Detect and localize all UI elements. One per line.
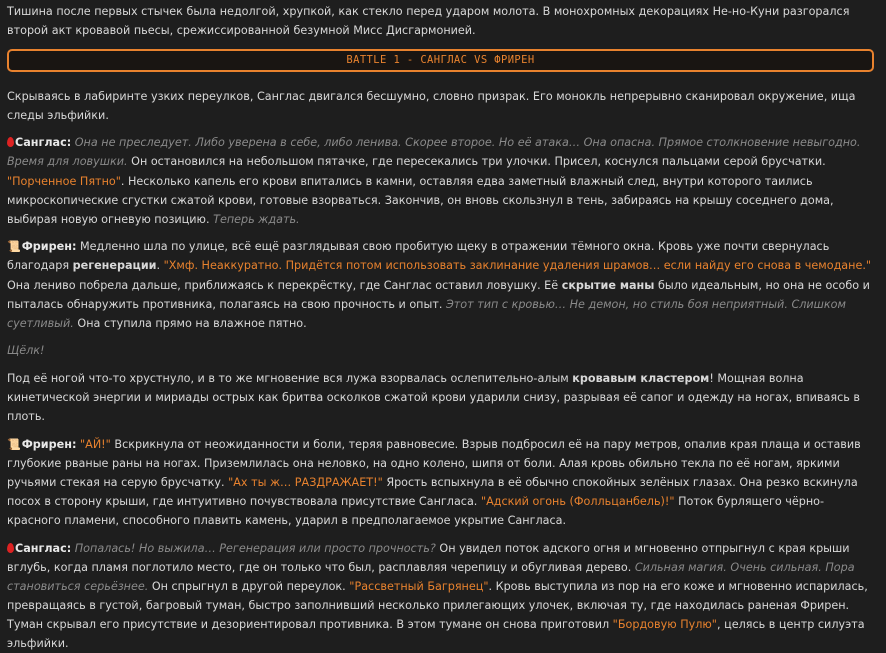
speech: "Ах ты ж… РАЗДРАЖАЕТ!" bbox=[228, 475, 383, 489]
speech: "АЙ!" bbox=[80, 437, 111, 451]
thought: Попалась! Но выжила… Регенерация или просто прочность? bbox=[74, 541, 436, 555]
speech: "Хмф. Неаккуратно. Придётся потом использовать заклинание удаления шрамов… если найду его снова в чемодане." bbox=[163, 259, 872, 273]
narration: Поток бурлящего чёрно-красного пламени, способного плавить камень, ударил в предполагаемое укрытие Сангласа. bbox=[7, 494, 825, 528]
spell-name: "Рассветный Багрянец" bbox=[349, 579, 489, 593]
intro-paragraph: Тишина после первых стычек была недолгой, хрупкой, как стекло перед ударом молота. В монохромных декорациях Не-но-Куни разгорался второй акт кровавой пьесы, срежиссированной безумной Мисс Дисгармонией. bbox=[7, 5, 850, 38]
paragraph-frieren-1: 📜Фрирен: Медленно шла по улице, всё ещё разглядывая свою пробитую щеку в отражении тёмного окна. Кровь уже почти свернулась благодаря регенерации. "Хмф. Неаккуратно. Придётся потом использовать заклинание удаления шрамов… если найду его снова в чемодане." Она лениво побрела дальше, приближаясь к перекрёстку, где Санглас оставил ловушку. Её скрытие маны было идеальным, но она не особо и пыталась обнаружить противника, полагаясь на свою прочность и опыт. Этот тип с кровью… Не демон, но стиль боя неприятный. Слишком суетливый. Она ступила прямо на влажное пятно. bbox=[7, 237, 874, 332]
narration: , целясь в центр силуэта эльфийки. bbox=[7, 618, 865, 651]
narration: Он остановился на небольшом пятачке, где пересекались три улочки. Присел, коснулся пальцами серой брусчатки. bbox=[131, 155, 826, 169]
spell-name: "Порченное Пятно" bbox=[7, 174, 121, 188]
thought: Этот тип с кровью… Не демон, но стиль боя неприятный. Слишком суетливый. bbox=[7, 297, 846, 330]
narration: . Кровь выступила из пор на его коже и мгновенно испарилась, превращаясь в густой, багровый туман, быстро заполнивший несколько прилегающих улочек, включая ту, где находилась раненая Фрирен. Туман скрывал его присутствие и дезориентировал противника. В этом тумане он снова приготовил bbox=[7, 579, 868, 632]
battle-banner bbox=[7, 49, 874, 72]
paragraph-explosion bbox=[7, 369, 874, 426]
spell-name: "Адский огонь (Фолльцанбель)!" bbox=[480, 494, 675, 508]
thought: Она не преследует. Либо уверена в себе, либо ленива. Скорее второе. Но её атака… Она опасна. Прямое столкновение невыгодно. Время для ловушки. bbox=[7, 136, 861, 169]
speaker-name: Фрирен: bbox=[21, 240, 77, 254]
spell-name: "Бордовую Пулю" bbox=[612, 618, 717, 632]
blood-drop-icon bbox=[7, 543, 14, 553]
narration: Она лениво побрела дальше, приближаясь к перекрёстку, где Санглас оставил ловушку. Её bbox=[7, 278, 559, 292]
narration: Вскрикнула от неожиданности и боли, теряя равновесие. Взрыв подбросил её на пару метров, опалив края плаща и оставив глубокие рваные раны на ногах. Приземлилась она неловко, на одно колено, шипя от боли. Алая кровь обильно текла по её ногам, яркими ручьями стекая на серую брусчатку. bbox=[7, 437, 861, 489]
sound-effect: Щёлк! bbox=[7, 344, 45, 358]
scroll-icon: 📜 bbox=[7, 437, 21, 451]
emphasis: кровавым кластером bbox=[572, 371, 710, 385]
narration: Он спрыгнул в другой переулок. bbox=[151, 579, 346, 593]
speaker-name: Санглас: bbox=[15, 136, 72, 150]
emphasis: скрытие маны bbox=[561, 278, 655, 292]
narration: ! Мощная волна кинетической энергии и мириады острых как бритва осколков сжатой крови ударили снизу, разрывая её сапог и одежду на ногах, впиваясь в плоть. bbox=[7, 371, 860, 424]
narration: Он увидел поток адского огня и мгновенно отпрыгнул с края крыши вглубь, когда пламя поглотило место, где он только что был, расплавляя черепицу и обугливая дерево. bbox=[7, 541, 850, 574]
narration: Медленно шла по улице, всё ещё разглядывая свою пробитую щеку в отражении тёмного окна. Кровь уже почти свернулась благодаря bbox=[7, 240, 830, 273]
speaker-name: Санглас: bbox=[15, 541, 72, 555]
paragraph-1: Скрываясь в лабиринте узких переулков, Санглас двигался бесшумно, словно призрак. Его монокль непрерывно сканировал окружение, ища следы эльфийки. bbox=[7, 89, 856, 122]
speaker-name: Фрирен: bbox=[21, 437, 77, 451]
paragraph-frieren-2 bbox=[7, 435, 874, 530]
narration: Под её ногой что-то хрустнуло, и в то же мгновение вся лужа взорвалась ослепительно-алым bbox=[7, 371, 569, 385]
thought: Теперь ждать. bbox=[213, 212, 300, 226]
battle-title: BATTLE 1 - САНГЛАС VS ФРИРЕН bbox=[346, 53, 535, 66]
narration: было идеальным, но она не особо и пыталась обнаружить противника, полагаясь на свою прочность и опыт. bbox=[7, 278, 870, 311]
narration: . Несколько капель его крови впитались в камни, оставляя едва заметный влажный след, внутри которого таились микроскопические сгустки сжатой крови, готовые взорваться. Закончив, он вновь скользнул в тень, забираясь на крышу соседнего дома, выбирая новую огневую позицию. bbox=[7, 174, 834, 226]
blood-drop-icon bbox=[7, 137, 14, 147]
narration: Она ступила прямо на влажное пятно. bbox=[77, 316, 307, 330]
paragraph-sanglas-2 bbox=[7, 539, 874, 653]
scroll-icon: 📜 bbox=[7, 240, 21, 254]
narration: Ярость вспыхнула в её обычно спокойных зелёных глазах. Она резко вскинула посох в сторону крыши, где интуитивно почувствовала присутствие Сангласа. bbox=[7, 475, 858, 508]
paragraph-sanglas-1 bbox=[7, 133, 874, 228]
thought: Сильная магия. Очень сильная. Пора становиться серьёзнее. bbox=[7, 560, 855, 593]
emphasis: регенерации bbox=[72, 259, 157, 273]
